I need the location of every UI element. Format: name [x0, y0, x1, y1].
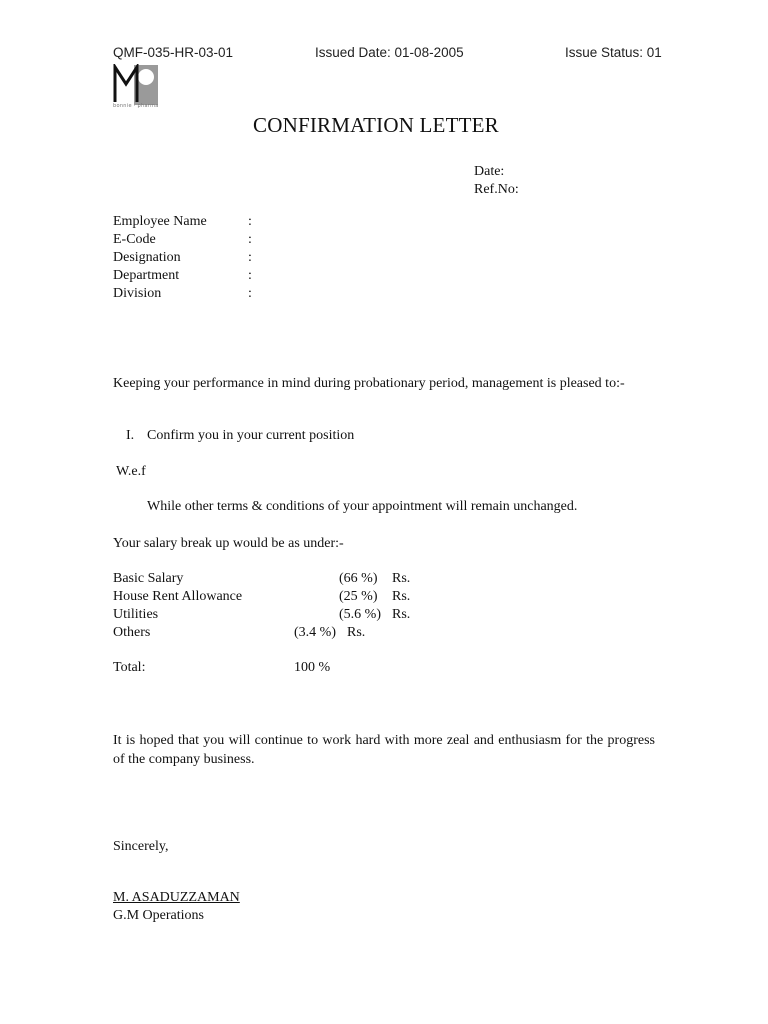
issue-status: Issue Status: 01	[565, 45, 662, 60]
issued-date: Issued Date: 01-08-2005	[315, 45, 464, 60]
logo-caption: bonnie · pharma	[113, 103, 159, 109]
salary-row-percent: (3.4 %)	[294, 625, 336, 640]
closing-paragraph: It is hoped that you will continue to work hard with more zeal and enthusiasm for the progress of the company business.	[113, 733, 655, 767]
salary-row-currency: Rs.	[392, 607, 411, 622]
salary-row-label: Basic Salary	[113, 571, 184, 586]
field-separator: :	[248, 268, 252, 283]
date-label: Date:	[474, 164, 505, 179]
salary-row-percent: (5.6 %)	[339, 607, 381, 622]
department-label: Department	[113, 268, 180, 283]
ecode-label: E-Code	[113, 232, 156, 247]
total-value: 100 %	[294, 660, 331, 675]
salary-row-currency: Rs.	[347, 625, 366, 640]
salary-row-currency: Rs.	[392, 571, 411, 586]
signatory-name: M. ASADUZZAMAN	[113, 890, 240, 905]
salary-row-percent: (25 %)	[339, 589, 378, 604]
ref-label: Ref.No:	[474, 182, 519, 197]
signatory-title: G.M Operations	[113, 908, 204, 923]
letter-title: CONFIRMATION LETTER	[253, 113, 499, 137]
salary-row-label: Others	[113, 625, 151, 640]
form-code: QMF-035-HR-03-01	[113, 45, 234, 60]
salary-intro: Your salary break up would be as under:-	[113, 536, 344, 551]
salary-row-label: Utilities	[113, 607, 159, 622]
intro-paragraph: Keeping your performance in mind during probationary period, management is pleased to:-	[113, 376, 625, 391]
field-separator: :	[248, 250, 252, 265]
list-item-text: Confirm you in your current position	[147, 428, 355, 443]
salary-row-currency: Rs.	[392, 589, 411, 604]
list-item-number: I.	[126, 428, 135, 443]
wef-label: W.e.f	[116, 464, 146, 479]
terms-note: While other terms & conditions of your appointment will remain unchanged.	[147, 499, 578, 514]
employee-name-label: Employee Name	[113, 214, 207, 229]
total-label: Total:	[113, 660, 146, 675]
salary-row-percent: (66 %)	[339, 571, 378, 586]
designation-label: Designation	[113, 250, 181, 265]
field-separator: :	[248, 214, 252, 229]
salutation: Sincerely,	[113, 839, 169, 854]
division-label: Division	[113, 286, 162, 301]
field-separator: :	[248, 232, 252, 247]
salary-row-label: House Rent Allowance	[113, 589, 243, 604]
field-separator: :	[248, 286, 252, 301]
